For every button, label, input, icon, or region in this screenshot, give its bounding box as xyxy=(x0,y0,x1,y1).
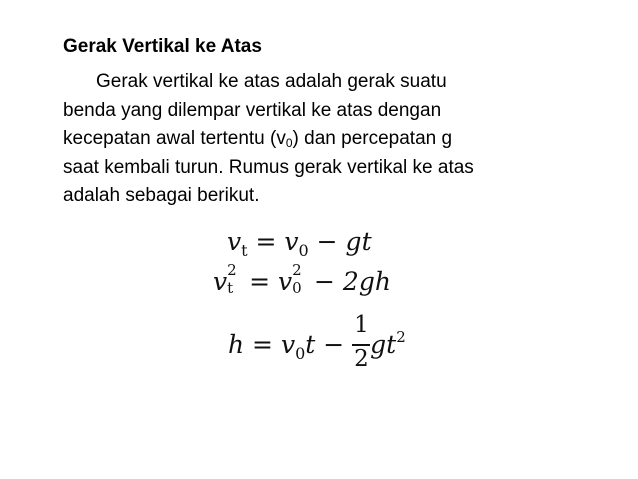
sup-sub xyxy=(292,261,306,297)
fraction xyxy=(352,312,370,372)
subscript: 0 xyxy=(298,241,309,260)
superscript: 2 xyxy=(227,261,237,279)
subscript: t xyxy=(241,241,248,260)
symbol: v xyxy=(280,330,296,359)
subscript: t xyxy=(227,279,234,297)
symbol: v xyxy=(277,267,293,296)
subscript: 0 xyxy=(295,344,306,363)
symbol: v xyxy=(227,227,242,256)
expression: gt xyxy=(370,330,397,359)
subscript: 0 xyxy=(292,279,302,297)
fraction-numerator: 1 xyxy=(354,312,369,338)
velocity-subscript: 0 xyxy=(285,136,293,151)
paragraph-line: adalah sebagai berikut. xyxy=(63,185,260,207)
body-paragraph xyxy=(63,68,623,211)
expression: t − xyxy=(305,330,353,359)
symbol: h xyxy=(228,330,245,359)
paragraph-text: kecepatan awal tertentu (v xyxy=(63,128,286,150)
paragraph-line: saat kembali turun. Rumus gerak vertikal ke atas xyxy=(63,156,474,178)
slide-title: Gerak Vertikal ke Atas xyxy=(63,36,262,57)
superscript: 2 xyxy=(292,261,302,279)
expression: − 2gh xyxy=(306,267,391,296)
formula-velocity-squared xyxy=(213,261,391,297)
sup-sub xyxy=(227,261,241,297)
formula-velocity xyxy=(227,227,372,260)
expression: − gt xyxy=(308,227,372,256)
symbol: v xyxy=(284,227,299,256)
paragraph-line xyxy=(63,125,623,154)
operator: = xyxy=(241,267,278,296)
operator: = xyxy=(247,227,285,256)
paragraph-line: Gerak vertikal ke atas adalah gerak suatu xyxy=(96,71,447,92)
paragraph-text: ) dan percepatan g xyxy=(292,128,453,150)
paragraph-line: benda yang dilempar vertikal ke atas dengan xyxy=(63,99,442,121)
fraction-denominator: 2 xyxy=(354,346,369,372)
operator: = xyxy=(244,330,281,359)
symbol: v xyxy=(213,267,228,296)
formula-block xyxy=(205,222,455,382)
formula-height xyxy=(228,312,406,372)
superscript: 2 xyxy=(396,328,406,346)
